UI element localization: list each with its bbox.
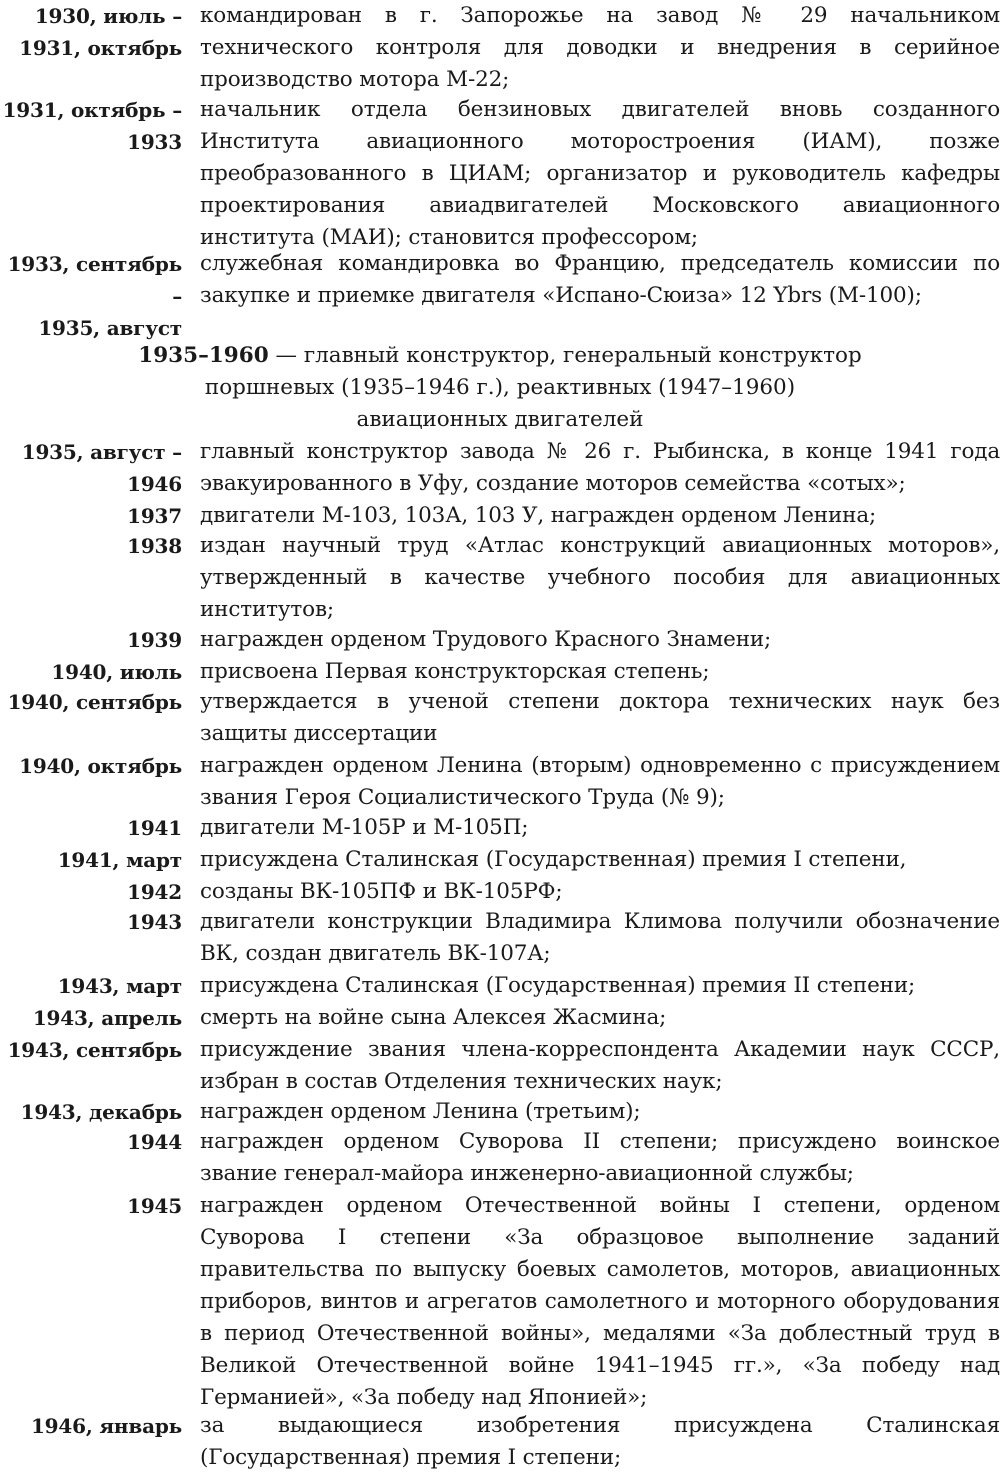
entry-date: 1937	[127, 504, 182, 528]
entry-text: созданы ВК-105ПФ и ВК-105РФ;	[200, 879, 563, 904]
entry-text: присуждение звания члена-корреспондента Академии наук СССР, избран в состав Отделения технических наук;	[200, 1037, 1000, 1094]
entry-text: главный конструктор завода № 26 г. Рыбинска, в конце 1941 года эвакуированного в Уфу, создание моторов семейства «сотых»;	[200, 439, 1000, 496]
section-heading-line2: поршневых (1935–1946 г.), реактивных (1947–1960)	[204, 375, 796, 400]
entry-date: 1941, март	[57, 848, 182, 872]
entry-text: присуждена Сталинская (Государственная) премия II степени;	[200, 973, 916, 998]
entry-date: 1943, декабрь	[20, 1100, 182, 1124]
entry-date: 1931, октябрь – 1933	[2, 98, 182, 154]
entry-text: награжден орденом Трудового Красного Знамени;	[200, 627, 772, 652]
entry-text: смерть на войне сына Алексея Жасмина;	[200, 1005, 667, 1030]
entry-date: 1943, сентябрь	[7, 1038, 182, 1062]
entry-text: двигатели конструкции Владимира Климова получили обозначение ВК, создан двигатель ВК-107А;	[200, 909, 1000, 966]
entry-text: командирован в г. Запорожье на завод № 29 начальником технического контроля для доводки и внедрения в серийное производство мотора М-22;	[200, 3, 1000, 92]
entry-text: начальник отдела бензиновых двигателей вновь созданного Института авиационного моторостроения (ИАМ), позже преобразованного в ЦИАМ; организатор и руководитель кафедры проектирования авиадвигателей Московского авиационного института (МАИ); становится профессором;	[200, 97, 1000, 250]
entry-text: присвоена Первая конструкторская степень;	[200, 659, 710, 684]
entry-date: 1930, июль – 1931, октябрь	[19, 4, 182, 60]
entry-text: издан научный труд «Атлас конструкций авиационных моторов», утвержденный в качестве учебного пособия для авиационных институтов;	[200, 533, 1000, 622]
entry-date: 1946, январь	[30, 1414, 182, 1438]
entry-date: 1939	[127, 628, 182, 652]
entry-date: 1935, август – 1946	[21, 440, 182, 496]
entry-date: 1944	[127, 1130, 182, 1154]
entry-date: 1943	[127, 910, 182, 934]
entry-text: награжден орденом Ленина (третьим);	[200, 1099, 641, 1124]
entry-date: 1933, сентябрь – 1935, август	[7, 252, 182, 340]
entry-date: 1945	[127, 1194, 182, 1218]
entry-date: 1943, апрель	[32, 1006, 182, 1030]
entry-date: 1940, июль	[51, 660, 182, 684]
entry-text: служебная командировка во Францию, председатель комиссии по закупке и приемке двигателя «Испано-Сюиза» 12 Ybrs (М-100);	[200, 251, 1000, 308]
entry-date: 1942	[127, 880, 182, 904]
entry-date: 1938	[127, 534, 182, 558]
entry-date: 1940, октябрь	[19, 754, 182, 778]
section-heading	[0, 340, 1000, 372]
entry-text: за выдающиеся изобретения присуждена Сталинская (Государственная) премия I степени;	[200, 1413, 1000, 1470]
entry-text: награжден орденом Отечественной войны I степени, орденом Суворова I степени «За образцовое выполнение заданий правительства по выпуску боевых самолетов, моторов, авиационных приборов, винтов и агрегатов самолетного и моторного оборудования в период Отечественной войны», медалями «За доблестный труд в Великой Отечественной войне 1941–1945 гг.», «За победу над Германией», «За победу над Японией»;	[200, 1193, 1000, 1410]
heading-years: 1935–1960	[138, 343, 269, 368]
entry-date: 1940, сентябрь	[7, 690, 182, 714]
entry-date: 1943, март	[57, 974, 182, 998]
entry-text: утверждается в ученой степени доктора технических наук без защиты диссертации	[200, 689, 1000, 746]
section-heading-line3: авиационных двигателей	[356, 407, 644, 432]
heading-line1: — главный конструктор, генеральный конструктор	[268, 343, 862, 368]
entry-date: 1941	[127, 816, 182, 840]
entry-text: присуждена Сталинская (Государственная) премия I степени,	[200, 847, 907, 872]
entry-text: двигатели М-105Р и М-105П;	[200, 815, 529, 840]
entry-text: двигатели М-103, 103А, 103 У, награжден орденом Ленина;	[200, 503, 877, 528]
entry-text: награжден орденом Ленина (вторым) одновременно с присуждением звания Героя Социалистического Труда (№ 9);	[200, 753, 1000, 810]
entry-text: награжден орденом Суворова II степени; присуждено воинское звание генерал-майора инженерно-авиационной службы;	[200, 1129, 1000, 1186]
